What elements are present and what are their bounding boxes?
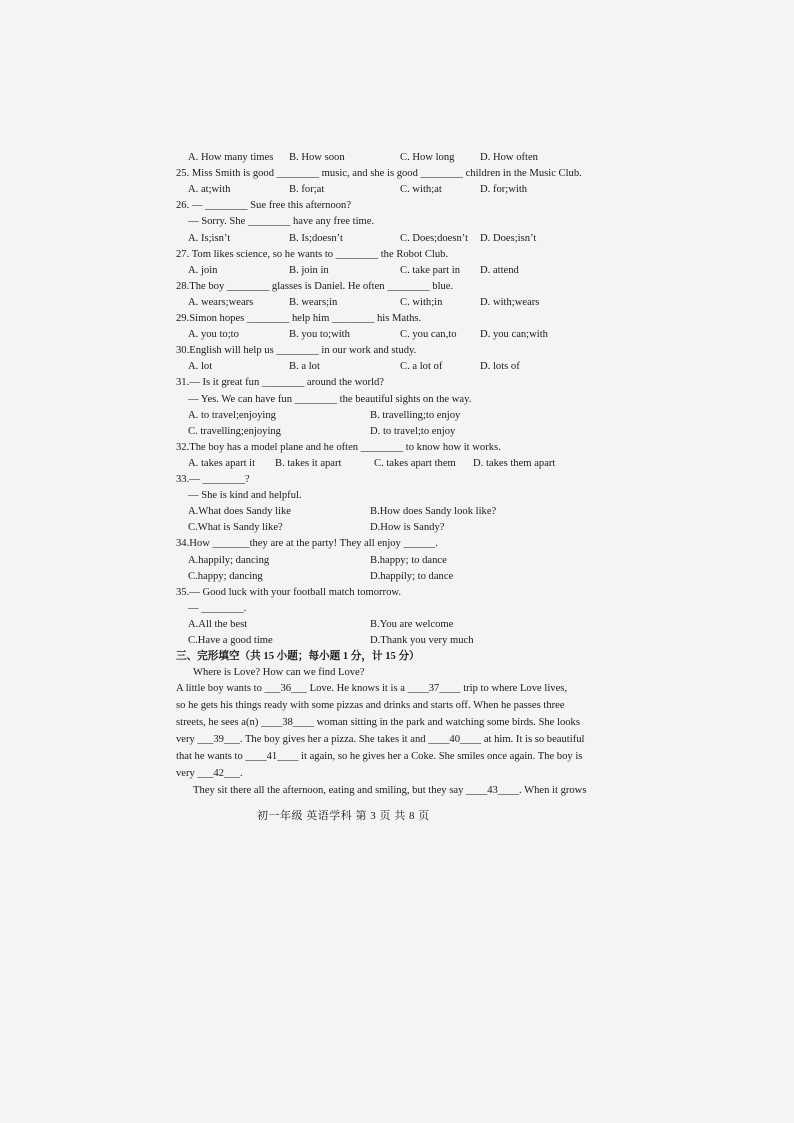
cloze-intro: Where is Love? How can we find Love? xyxy=(193,667,365,678)
option-b: B. takes it apart xyxy=(275,458,342,469)
option-d: D.happily; to dance xyxy=(370,571,454,582)
option-c: C. How long xyxy=(400,152,455,163)
option-a: A. takes apart it xyxy=(188,458,256,469)
question-stem: 31.— Is it great fun ________ around the world? xyxy=(176,377,385,388)
option-b: B. How soon xyxy=(289,152,345,163)
option-b: B. join in xyxy=(289,265,329,276)
option-a: A. to travel;enjoying xyxy=(188,410,276,421)
option-a: A. at;with xyxy=(188,184,231,195)
question-stem: 27. Tom likes science, so he wants to ________ the Robot Club. xyxy=(176,249,449,260)
cloze-line: very ___42___. xyxy=(176,768,243,779)
option-b: B. for;at xyxy=(289,184,325,195)
question-stem: 34.How _______they are at the party! They all enjoy ______. xyxy=(176,538,438,549)
option-a: A.happily; dancing xyxy=(188,555,270,566)
option-d: D. How often xyxy=(480,152,538,163)
option-d: D. Does;isn’t xyxy=(480,233,537,244)
question-dialogue: — Sorry. She ________ have any free time. xyxy=(188,216,375,227)
question-stem: 30.English will help us ________ in our work and study. xyxy=(176,345,417,356)
question-stem: 33.— ________? xyxy=(176,474,250,485)
section-title: 三、完形填空（共 15 小题；每小题 1 分，计 15 分） xyxy=(176,651,420,662)
option-d: D.Thank you very much xyxy=(370,635,474,646)
cloze-line: streets, he sees a(n) ____38____ woman sitting in the park and watching some birds. She looks xyxy=(176,717,580,728)
option-d: D. to travel;to enjoy xyxy=(370,426,456,437)
option-a: A.All the best xyxy=(188,619,248,630)
option-d: D. you can;with xyxy=(480,329,548,340)
option-d: D. takes them apart xyxy=(473,458,556,469)
option-a: A. Is;isn’t xyxy=(188,233,231,244)
option-b: B.You are welcome xyxy=(370,619,454,630)
option-d: D. attend xyxy=(480,265,519,276)
option-b: B. travelling;to enjoy xyxy=(370,410,461,421)
option-c: C. takes apart them xyxy=(374,458,456,469)
question-dialogue: — ________. xyxy=(188,603,247,614)
question-stem: 29.Simon hopes ________ help him ________ his Maths. xyxy=(176,313,422,324)
cloze-line: They sit there all the afternoon, eating and smiling, but they say ____43____. When it grows xyxy=(193,785,587,796)
option-d: D. with;wears xyxy=(480,297,540,308)
option-c: C.What is Sandy like? xyxy=(188,522,283,533)
option-a: A. you to;to xyxy=(188,329,239,340)
option-b: B. you to;with xyxy=(289,329,350,340)
cloze-line: A little boy wants to ___36___ Love. He knows it is a ____37____ trip to where Love lives, xyxy=(176,683,568,694)
option-b: B.happy; to dance xyxy=(370,555,447,566)
question-dialogue: — Yes. We can have fun ________ the beautiful sights on the way. xyxy=(188,394,472,405)
option-d: D. for;with xyxy=(480,184,528,195)
option-a: A. wears;wears xyxy=(188,297,254,308)
question-dialogue: — She is kind and helpful. xyxy=(188,490,302,501)
option-c: C.happy; dancing xyxy=(188,571,263,582)
question-stem: 26. — ________ Sue free this afternoon? xyxy=(176,200,352,211)
question-stem: 32.The boy has a model plane and he often ________ to know how it works. xyxy=(176,442,501,453)
option-a: A.What does Sandy like xyxy=(188,506,291,517)
question-stem: 25. Miss Smith is good ________ music, and she is good ________ children in the Music Club. xyxy=(176,168,582,179)
option-a: A. join xyxy=(188,265,218,276)
cloze-line: so he gets his things ready with some pizzas and drinks and starts off. When he passes three xyxy=(176,700,565,711)
option-b: B. wears;in xyxy=(289,297,338,308)
question-stem: 28.The boy ________ glasses is Daniel. He often ________ blue. xyxy=(176,281,454,292)
option-c: C. Does;doesn’t xyxy=(400,233,469,244)
option-c: C. with;in xyxy=(400,297,443,308)
option-b: B.How does Sandy look like? xyxy=(370,506,497,517)
cloze-line: very ___39___. The boy gives her a pizza. She takes it and ____40____ at him. It is so beautiful xyxy=(176,734,585,745)
option-b: B. Is;doesn’t xyxy=(289,233,343,244)
option-d: D. lots of xyxy=(480,361,520,372)
option-b: B. a lot xyxy=(289,361,320,372)
option-d: D.How is Sandy? xyxy=(370,522,445,533)
option-a: A. How many times xyxy=(188,152,274,163)
question-stem: 35.— Good luck with your football match tomorrow. xyxy=(176,587,401,598)
cloze-line: that he wants to ____41____ it again, so he gives her a Coke. She smiles once again. The boy is xyxy=(176,751,583,762)
option-c: C. a lot of xyxy=(400,361,443,372)
option-c: C. you can,to xyxy=(400,329,457,340)
option-c: C. with;at xyxy=(400,184,442,195)
option-a: A. lot xyxy=(188,361,213,372)
option-c: C.Have a good time xyxy=(188,635,273,646)
option-c: C. travelling;enjoying xyxy=(188,426,281,437)
page-footer: 初一年级 英语学科 第 3 页 共 8 页 xyxy=(257,810,430,822)
option-c: C. take part in xyxy=(400,265,461,276)
